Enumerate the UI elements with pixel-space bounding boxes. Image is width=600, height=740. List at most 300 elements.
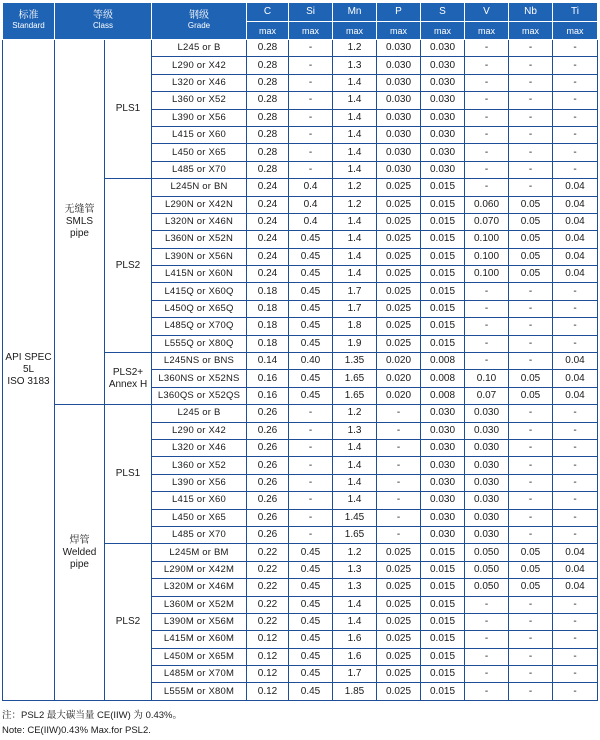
max-label: max <box>289 22 333 40</box>
value-cell: 1.7 <box>333 283 377 300</box>
value-cell: - <box>465 335 509 352</box>
value-cell: 0.030 <box>421 109 465 126</box>
value-cell: 0.45 <box>289 613 333 630</box>
standard-header <box>3 3 55 40</box>
value-cell: - <box>289 492 333 509</box>
value-cell: 0.008 <box>421 353 465 370</box>
value-cell: - <box>289 74 333 91</box>
value-cell: 0.025 <box>377 179 421 196</box>
value-cell: 0.025 <box>377 596 421 613</box>
value-cell: - <box>465 109 509 126</box>
value-cell: 0.015 <box>421 579 465 596</box>
value-cell: 0.04 <box>553 266 598 283</box>
value-cell: - <box>553 422 598 439</box>
value-cell: 0.030 <box>465 509 509 526</box>
value-cell: 0.04 <box>553 213 598 230</box>
value-cell: - <box>553 92 598 109</box>
standard-line: 5L <box>22 363 35 375</box>
value-cell: 1.3 <box>333 57 377 74</box>
value-cell: - <box>289 144 333 161</box>
grade-cell: L485 or X70 <box>152 161 247 178</box>
grade-header <box>152 3 247 40</box>
value-cell: 1.2 <box>333 196 377 213</box>
value-cell: - <box>509 57 553 74</box>
value-cell: 1.4 <box>333 492 377 509</box>
value-cell: - <box>465 179 509 196</box>
value-cell: - <box>465 353 509 370</box>
value-cell: 1.9 <box>333 335 377 352</box>
value-cell: 0.28 <box>247 40 289 57</box>
value-cell: 0.05 <box>509 561 553 578</box>
value-cell: 1.45 <box>333 509 377 526</box>
value-cell: 0.030 <box>421 492 465 509</box>
grade-cell: L360N or X52N <box>152 231 247 248</box>
pipe-type-line: pipe <box>70 228 89 240</box>
value-cell: 1.4 <box>333 231 377 248</box>
grade-header-en: Grade <box>187 21 211 30</box>
value-cell: - <box>289 526 333 543</box>
value-cell: - <box>509 92 553 109</box>
value-cell: 0.030 <box>421 439 465 456</box>
value-cell: - <box>509 74 553 91</box>
grade-cell: L320M or X46M <box>152 579 247 596</box>
value-cell: 0.015 <box>421 196 465 213</box>
value-cell: - <box>509 144 553 161</box>
value-cell: 0.030 <box>421 74 465 91</box>
value-cell: - <box>509 161 553 178</box>
value-cell: 0.070 <box>465 213 509 230</box>
value-cell: - <box>553 526 598 543</box>
value-cell: 0.030 <box>377 109 421 126</box>
class-header-cn: 等级 <box>93 10 113 21</box>
value-cell: 0.025 <box>377 631 421 648</box>
value-cell: 0.22 <box>247 544 289 561</box>
value-cell: 0.025 <box>377 283 421 300</box>
value-cell: - <box>289 439 333 456</box>
value-cell: - <box>289 474 333 491</box>
value-cell: - <box>289 422 333 439</box>
value-cell: 0.28 <box>247 74 289 91</box>
value-cell: 1.4 <box>333 144 377 161</box>
value-cell: 0.05 <box>509 544 553 561</box>
grade-cell: L485 or X70 <box>152 526 247 543</box>
value-cell: 0.45 <box>289 283 333 300</box>
class-line: PLS2 <box>115 259 141 271</box>
grade-cell: L415M or X60M <box>152 631 247 648</box>
class-line: PLS1 <box>115 103 141 115</box>
value-cell: - <box>509 353 553 370</box>
grade-cell: L450M or X65M <box>152 648 247 665</box>
value-cell: 0.030 <box>377 40 421 57</box>
value-cell: 0.12 <box>247 648 289 665</box>
max-label: max <box>421 22 465 40</box>
value-cell: - <box>465 126 509 143</box>
value-cell: - <box>553 457 598 474</box>
value-cell: - <box>465 92 509 109</box>
value-cell: 0.05 <box>509 370 553 387</box>
value-cell: 0.030 <box>421 457 465 474</box>
value-cell: - <box>553 613 598 630</box>
header-row <box>3 3 598 22</box>
value-cell: - <box>509 613 553 630</box>
grade-cell: L245 or B <box>152 40 247 57</box>
class-line: Annex H <box>108 378 148 390</box>
value-cell: - <box>553 161 598 178</box>
value-cell: 0.020 <box>377 353 421 370</box>
value-cell: - <box>553 648 598 665</box>
value-cell: 0.45 <box>289 387 333 404</box>
value-cell: 1.4 <box>333 109 377 126</box>
value-cell: - <box>553 666 598 683</box>
value-cell: 1.2 <box>333 40 377 57</box>
value-cell: 0.015 <box>421 544 465 561</box>
value-cell: 1.4 <box>333 613 377 630</box>
value-cell: - <box>509 318 553 335</box>
grade-cell: L360M or X52M <box>152 596 247 613</box>
value-cell: 0.16 <box>247 387 289 404</box>
grade-cell: L390 or X56 <box>152 474 247 491</box>
value-cell: 1.3 <box>333 422 377 439</box>
value-cell: - <box>553 683 598 700</box>
value-cell: 0.030 <box>465 457 509 474</box>
value-cell: - <box>509 126 553 143</box>
value-cell: 0.18 <box>247 283 289 300</box>
standard-header-cn: 标准 <box>18 10 39 21</box>
value-cell: - <box>289 40 333 57</box>
class-cell <box>105 40 152 179</box>
value-cell: 0.015 <box>421 596 465 613</box>
grade-cell: L390 or X56 <box>152 109 247 126</box>
max-label: max <box>377 22 421 40</box>
grade-cell: L290M or X42M <box>152 561 247 578</box>
value-cell: 1.7 <box>333 300 377 317</box>
value-cell: 0.04 <box>553 231 598 248</box>
value-cell: 0.025 <box>377 266 421 283</box>
value-cell: 1.35 <box>333 353 377 370</box>
value-cell: 0.26 <box>247 457 289 474</box>
pipe-type-line: Welded <box>62 546 97 558</box>
value-cell: 0.45 <box>289 335 333 352</box>
value-cell: 1.3 <box>333 561 377 578</box>
value-cell: 0.025 <box>377 683 421 700</box>
value-cell: - <box>465 666 509 683</box>
value-cell: 0.030 <box>377 144 421 161</box>
value-cell: - <box>509 683 553 700</box>
value-cell: 0.030 <box>421 92 465 109</box>
value-cell: - <box>289 405 333 422</box>
grade-cell: L245N or BN <box>152 179 247 196</box>
grade-cell: L450 or X65 <box>152 509 247 526</box>
value-cell: 0.030 <box>465 439 509 456</box>
value-cell: - <box>509 40 553 57</box>
grade-cell: L485M or X70M <box>152 666 247 683</box>
pipe-type-line: 焊管 <box>69 534 90 546</box>
grade-cell: L415 or X60 <box>152 492 247 509</box>
element-header: Si <box>289 3 333 22</box>
value-cell: 0.05 <box>509 231 553 248</box>
value-cell: - <box>377 474 421 491</box>
value-cell: 0.22 <box>247 579 289 596</box>
value-cell: - <box>509 474 553 491</box>
value-cell: 0.04 <box>553 248 598 265</box>
value-cell: 0.22 <box>247 613 289 630</box>
value-cell: - <box>465 648 509 665</box>
value-cell: 1.65 <box>333 387 377 404</box>
value-cell: 0.04 <box>553 196 598 213</box>
value-cell: - <box>553 300 598 317</box>
value-cell: 0.04 <box>553 579 598 596</box>
max-label: max <box>247 22 289 40</box>
value-cell: - <box>553 57 598 74</box>
max-label: max <box>553 22 598 40</box>
value-cell: 0.030 <box>377 92 421 109</box>
value-cell: - <box>465 40 509 57</box>
value-cell: - <box>509 335 553 352</box>
value-cell: 0.45 <box>289 231 333 248</box>
standard-header-en: Standard <box>12 21 45 30</box>
value-cell: - <box>465 596 509 613</box>
grade-cell: L320 or X46 <box>152 439 247 456</box>
standard-cell <box>3 40 55 701</box>
value-cell: 0.025 <box>377 613 421 630</box>
grade-header-cn: 钢级 <box>189 10 210 21</box>
value-cell: 0.24 <box>247 179 289 196</box>
value-cell: - <box>289 57 333 74</box>
value-cell: - <box>377 509 421 526</box>
value-cell: 0.18 <box>247 335 289 352</box>
value-cell: 0.14 <box>247 353 289 370</box>
value-cell: 0.008 <box>421 370 465 387</box>
value-cell: - <box>509 422 553 439</box>
value-cell: 0.45 <box>289 683 333 700</box>
value-cell: - <box>553 509 598 526</box>
value-cell: - <box>465 74 509 91</box>
value-cell: 0.45 <box>289 596 333 613</box>
value-cell: 1.4 <box>333 74 377 91</box>
value-cell: 0.28 <box>247 126 289 143</box>
value-cell: 0.40 <box>289 353 333 370</box>
value-cell: 0.04 <box>553 179 598 196</box>
value-cell: 0.05 <box>509 248 553 265</box>
value-cell: 1.6 <box>333 631 377 648</box>
value-cell: 0.030 <box>421 509 465 526</box>
value-cell: 0.05 <box>509 266 553 283</box>
value-cell: 0.28 <box>247 92 289 109</box>
value-cell: 0.025 <box>377 666 421 683</box>
pipe-type-line: SMLS <box>65 216 94 228</box>
element-header: V <box>465 3 509 22</box>
value-cell: 0.050 <box>465 561 509 578</box>
grade-cell: L415 or X60 <box>152 126 247 143</box>
value-cell: - <box>509 405 553 422</box>
table-row <box>3 40 598 57</box>
value-cell: - <box>553 439 598 456</box>
value-cell: 0.025 <box>377 248 421 265</box>
value-cell: - <box>509 596 553 613</box>
value-cell: 0.030 <box>421 144 465 161</box>
value-cell: - <box>553 283 598 300</box>
grade-cell: L360QS or X52QS <box>152 387 247 404</box>
value-cell: 0.16 <box>247 370 289 387</box>
grade-cell: L390N or X56N <box>152 248 247 265</box>
value-cell: 0.18 <box>247 300 289 317</box>
value-cell: 0.28 <box>247 144 289 161</box>
value-cell: 1.4 <box>333 92 377 109</box>
element-header: C <box>247 3 289 22</box>
value-cell: 0.45 <box>289 666 333 683</box>
element-header: Nb <box>509 3 553 22</box>
value-cell: - <box>553 40 598 57</box>
value-cell: 0.008 <box>421 387 465 404</box>
value-cell: 0.030 <box>465 422 509 439</box>
value-cell: 0.26 <box>247 526 289 543</box>
value-cell: 0.24 <box>247 231 289 248</box>
value-cell: - <box>377 526 421 543</box>
value-cell: 0.025 <box>377 561 421 578</box>
value-cell: 0.015 <box>421 683 465 700</box>
value-cell: 0.025 <box>377 318 421 335</box>
value-cell: 0.020 <box>377 370 421 387</box>
value-cell: 0.015 <box>421 335 465 352</box>
value-cell: 0.24 <box>247 248 289 265</box>
value-cell: - <box>509 492 553 509</box>
value-cell: 1.85 <box>333 683 377 700</box>
value-cell: - <box>509 109 553 126</box>
class-header <box>55 3 152 40</box>
value-cell: 0.24 <box>247 266 289 283</box>
value-cell: 0.030 <box>377 74 421 91</box>
class-header-en: Class <box>93 21 114 30</box>
value-cell: - <box>377 457 421 474</box>
value-cell: 0.45 <box>289 648 333 665</box>
value-cell: 0.10 <box>465 370 509 387</box>
value-cell: - <box>509 509 553 526</box>
class-line: PLS2 <box>115 616 141 628</box>
value-cell: 0.030 <box>465 405 509 422</box>
value-cell: - <box>553 596 598 613</box>
value-cell: 0.030 <box>421 40 465 57</box>
value-cell: - <box>289 109 333 126</box>
value-cell: - <box>289 457 333 474</box>
pipe-type-line: 无缝管 <box>64 204 95 216</box>
value-cell: 1.2 <box>333 544 377 561</box>
value-cell: - <box>289 161 333 178</box>
value-cell: 0.24 <box>247 196 289 213</box>
value-cell: 0.28 <box>247 109 289 126</box>
pipe-type-line: pipe <box>70 558 89 570</box>
value-cell: - <box>289 509 333 526</box>
value-cell: 0.45 <box>289 300 333 317</box>
value-cell: 0.050 <box>465 544 509 561</box>
value-cell: - <box>509 457 553 474</box>
value-cell: 0.12 <box>247 631 289 648</box>
value-cell: 0.030 <box>465 526 509 543</box>
value-cell: 0.26 <box>247 439 289 456</box>
grade-cell: L245NS or BNS <box>152 353 247 370</box>
grade-cell: L415N or X60N <box>152 266 247 283</box>
value-cell: - <box>465 318 509 335</box>
value-cell: 0.030 <box>421 57 465 74</box>
table-row <box>3 405 598 422</box>
value-cell: 0.12 <box>247 666 289 683</box>
value-cell: - <box>377 422 421 439</box>
value-cell: 0.04 <box>553 370 598 387</box>
value-cell: 0.015 <box>421 666 465 683</box>
value-cell: 0.26 <box>247 405 289 422</box>
value-cell: - <box>553 335 598 352</box>
value-cell: 0.015 <box>421 300 465 317</box>
value-cell: 1.4 <box>333 474 377 491</box>
value-cell: 0.015 <box>421 318 465 335</box>
value-cell: 1.4 <box>333 596 377 613</box>
value-cell: 0.26 <box>247 474 289 491</box>
class-cell <box>105 353 152 405</box>
value-cell: 0.015 <box>421 266 465 283</box>
value-cell: 0.030 <box>421 405 465 422</box>
value-cell: 0.015 <box>421 231 465 248</box>
value-cell: 1.2 <box>333 405 377 422</box>
value-cell: 1.4 <box>333 248 377 265</box>
value-cell: 0.050 <box>465 579 509 596</box>
note-en: Note: CE(IIW)0.43% Max.for PSL2. <box>2 725 151 736</box>
value-cell: 1.8 <box>333 318 377 335</box>
value-cell: 0.030 <box>421 161 465 178</box>
value-cell: 0.05 <box>509 213 553 230</box>
value-cell: 0.030 <box>377 161 421 178</box>
value-cell: 1.4 <box>333 457 377 474</box>
grade-cell: L450Q or X65Q <box>152 300 247 317</box>
value-cell: - <box>509 439 553 456</box>
value-cell: 0.025 <box>377 231 421 248</box>
grade-cell: L360NS or X52NS <box>152 370 247 387</box>
value-cell: 0.45 <box>289 579 333 596</box>
grade-cell: L320N or X46N <box>152 213 247 230</box>
grade-cell: L290N or X42N <box>152 196 247 213</box>
value-cell: - <box>377 405 421 422</box>
pipe-type-cell <box>55 405 105 701</box>
value-cell: - <box>509 666 553 683</box>
value-cell: 0.22 <box>247 596 289 613</box>
value-cell: - <box>509 300 553 317</box>
value-cell: 0.015 <box>421 179 465 196</box>
value-cell: 0.28 <box>247 161 289 178</box>
element-header: Mn <box>333 3 377 22</box>
value-cell: 0.025 <box>377 544 421 561</box>
grade-cell: L450 or X65 <box>152 144 247 161</box>
pipe-type-cell <box>55 40 105 405</box>
value-cell: 0.26 <box>247 422 289 439</box>
value-cell: 0.45 <box>289 631 333 648</box>
value-cell: 0.24 <box>247 213 289 230</box>
value-cell: 0.45 <box>289 248 333 265</box>
value-cell: - <box>465 683 509 700</box>
value-cell: - <box>553 144 598 161</box>
value-cell: 0.030 <box>465 492 509 509</box>
value-cell: - <box>465 631 509 648</box>
value-cell: 0.030 <box>421 526 465 543</box>
value-cell: 0.100 <box>465 248 509 265</box>
value-cell: 0.12 <box>247 683 289 700</box>
element-header: Ti <box>553 3 598 22</box>
grade-cell: L415Q or X60Q <box>152 283 247 300</box>
max-label: max <box>509 22 553 40</box>
class-line: PLS1 <box>115 468 141 480</box>
element-header: P <box>377 3 421 22</box>
value-cell: - <box>553 126 598 143</box>
value-cell: 0.28 <box>247 57 289 74</box>
value-cell: 0.030 <box>421 126 465 143</box>
value-cell: 0.05 <box>509 387 553 404</box>
